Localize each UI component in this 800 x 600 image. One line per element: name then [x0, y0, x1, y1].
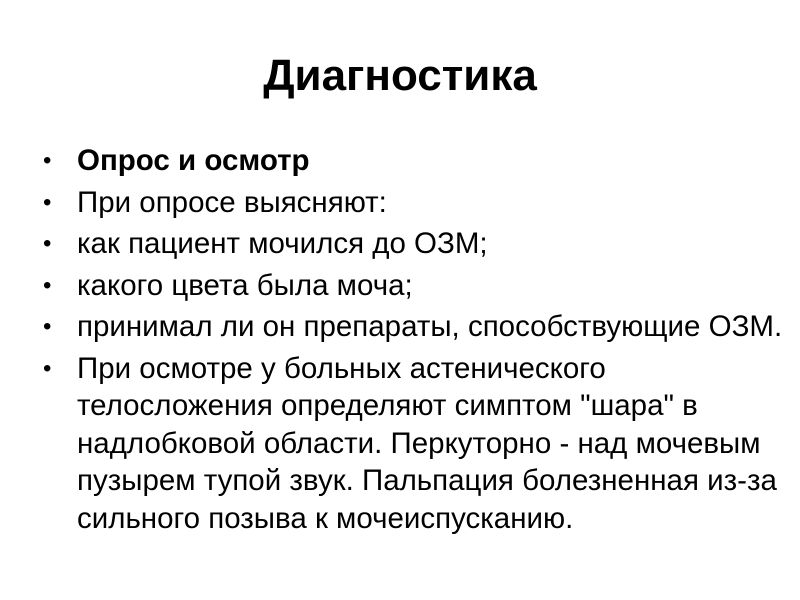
- bullet-item-examination: [43, 350, 783, 538]
- slide-title: Диагностика: [263, 51, 537, 100]
- bullet-text: Опрос и осмотр: [77, 144, 310, 177]
- bullet-icon: •: [43, 230, 52, 257]
- bullet-text: как пациент мочился до ОЗМ;: [77, 227, 488, 260]
- bullet-icon: •: [43, 354, 52, 382]
- bullet-text: принимал ли он препараты, способствующие ОЗМ.: [77, 310, 783, 343]
- bullet-item-survey-heading: [43, 142, 783, 180]
- bullet-list: [43, 142, 783, 541]
- bullet-text: какого цвета была моча;: [77, 268, 413, 302]
- bullet-icon: •: [43, 147, 52, 174]
- bullet-item-urination-before: [43, 225, 783, 263]
- bullet-text: При осмотре у больных астенического телосложения определяют симптом "шара" в надлобковой области. Перкуторно - над мочевым пузырем тупой звук. Пальпация болезненная из-за сильного позыва к мочеиспусканию.: [77, 351, 777, 535]
- bullet-item-survey-intro: [43, 184, 783, 222]
- bullet-icon: •: [43, 313, 52, 340]
- bullet-icon: •: [43, 188, 52, 216]
- bullet-icon: •: [43, 271, 52, 299]
- bullet-text: При опросе выясняют:: [77, 185, 387, 219]
- bullet-item-medications: [43, 308, 783, 346]
- bullet-item-urine-color: [43, 267, 783, 305]
